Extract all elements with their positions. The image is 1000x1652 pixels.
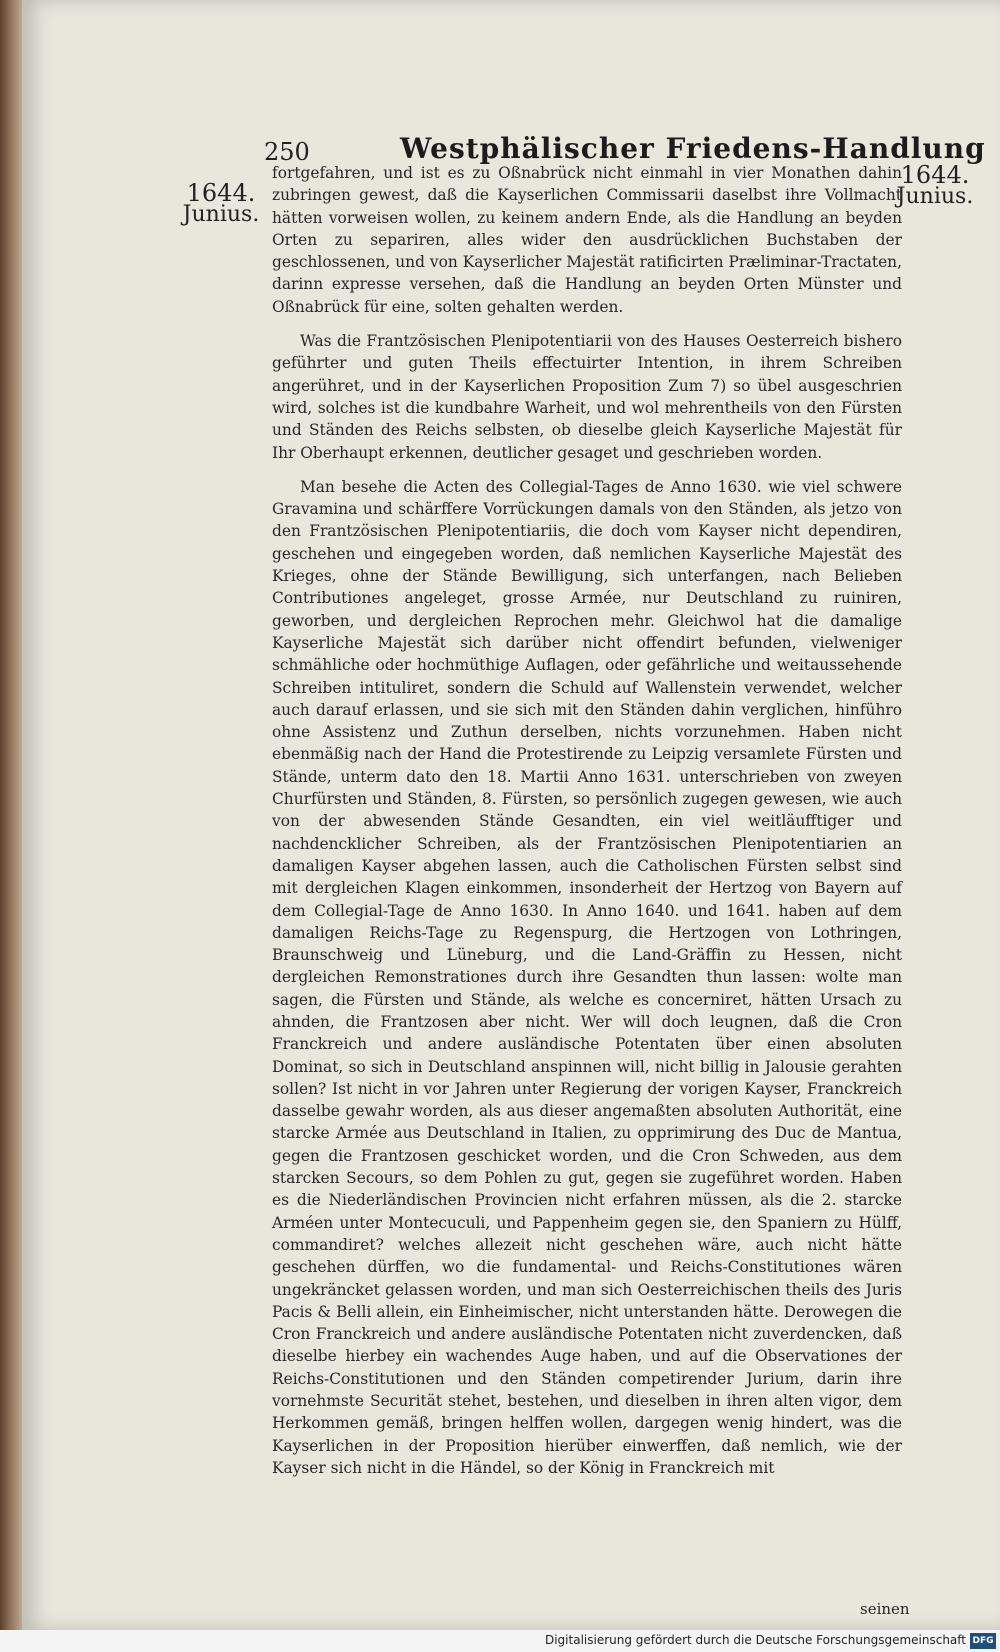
margin-note-right xyxy=(894,161,976,209)
margin-year: 1644. xyxy=(900,161,970,189)
footer-bar xyxy=(0,1630,1000,1652)
catchword: seinen xyxy=(860,1600,910,1618)
paragraph: Was die Frantzösischen Plenipotentiarii von des Hauses Oesterreich bishero geführter und guten Theils effectuirter Intention, in ihrem Schreiben angerühret, und in der Kayserlichen Proposition Zum 7) so übel ausgeschrien wird, solches ist die kundbahre Warheit, und wol mehrentheils von den Fürsten und Ständen des Reichs selbsten, ob dieselbe gleich Kayserliche Majestät für Ihr Oberhaupt erkennen, deutlicher gesaget und geschrieben worden. xyxy=(272,332,902,462)
paragraph: Man besehe die Acten des Collegial-Tages de Anno 1630. wie viel schwere Gravamina und schärffere Vorrückungen damals von den Ständen, als jetzo von den Frantzösischen Plenipotentiariis, die doch vom Kayser nicht dependiren, geschehen und eingegeben worden, daß nemlichen Kayserliche Majestät des Krieges, ohne der Stände Bewilligung, sich unterfangen, nach Belieben Contributiones angeleget, grosse Armée, nur Deutschland zu ruiniren, geworben, und dergleichen Reprochen mehr. Gleichwol hat die damalige Kayserliche Majestät sich darüber nicht offendirt befunden, vielweniger schmähliche oder hochmüthige Auflagen, oder gefährliche und weitaussehende Schreiben intituliret, sondern die Schuld auf Wallenstein verwendet, welcher auch darauf erlassen, und sie sich mit den Ständen dahin verglichen, hinführo ohne Assistenz und Zuthun derselben, nichts vorzunehmen. Haben nicht ebenmäßig nach der Hand die Protestirende zu Leipzig versamlete Fürsten und Stände, unterm dato den 18. Martii Anno 1631. unterschrieben von zweyen Churfürsten und Ständen, 8. Fürsten, so persönlich zugegen gewesen, wie auch von der abwesenden Stände Gesandten, ein viel weitläufftiger und nachdencklicher Schreiben, als der Frantzösischen Plenipotentiarien an damaligen Kayser abgehen lassen, auch die Catholischen Fürsten selbst sind mit dergleichen Klagen einkommen, insonderheit der Hertzog von Bayern auf dem Collegial-Tage de Anno 1630. In Anno 1640. und 1641. haben auf dem damaligen Reichs-Tage zu Regenspurg, die Hertzogen von Lothringen, Braunschweig und Lüneburg, und die Land-Gräffin zu Hessen, nicht dergleichen Remonstrationes durch ihre Gesandten thun lassen: wolte man sagen, die Fürsten und Stände, als welche es concerniret, hätten Ursach zu ahnden, die Frantzosen aber nicht. Wer will doch leugnen, daß die Cron Franckreich und andere ausländische Potentaten über einen absoluten Dominat, so sich in Deutschland anspinnen will, nicht billig in Jalousie gerahten sollen? Ist nicht in vor Jahren unter Regierung der vorigen Kayser, Franckreich dasselbe gewahr worden, als aus dieser angemaßten absoluten Authorität, eine starcke Armée aus Deutschland in Italien, zu opprimirung des Duc de Mantua, gegen die Frantzosen geschicket worden, und die Cron Schweden, aus dem starcken Secours, so dem Pohlen zu gut, gegen sie zugeführet worden. Haben es die Niederländischen Provincien nicht erfahren müssen, als die 2. starcke Arméen unter Montecuculi, und Pappenheim gegen sie, den Spaniern zu Hülff, commandiret? welches allezeit nicht geschehen wäre, auch nicht hätte geschehen dürffen, wo die fundamental- und Reichs-Constitutiones wären ungekräncket gelassen worden, und man sich Oesterreichischen theils des Juris Pacis & Belli allein, ein Einheimischer, nicht unterstanden hätte. Derowegen die Cron Franckreich und andere ausländische Potentaten nicht zuverdencken, daß dieselbe hierbey ein wachendes Auge haben, und auf die Observationes der Reichs-Constitutionen und den Ständen competirender Jurium, darin ihre vornehmste Securität stehet, bestehen, und dieselben in ihren alten vigor, dem Herkommen gemäß, bringen helffen wollen, dargegen wenig hindert, was die Kayserlichen in der Proposition hierüber einwerffen, daß nemlich, wie der Kayser sich nicht in die Händel, so der König in Franckreich mit xyxy=(272,477,902,1477)
dfg-logo: DFG xyxy=(970,1633,996,1649)
margin-month: Junius. xyxy=(896,184,974,209)
body-text xyxy=(272,162,902,1491)
funding-credit: Digitalisierung gefördert durch die Deutsche Forschungsgemeinschaft xyxy=(544,1633,966,1647)
margin-note-left xyxy=(182,179,260,227)
margin-month: Junius. xyxy=(182,202,260,227)
paragraph: fortgefahren, und ist es zu Oßnabrück nicht einmahl in vier Monathen dahin zubringen gewest, daß die Kayserlichen Commissarii daselbst ihre Vollmacht hätten vorweisen wollen, zu keinem andern Ende, als die Handlung an beyden Orten zu separiren, alles wider den ausdrücklichen Buchstaben der geschlossenen, und von Kayserlicher Majestät ratificirten Præliminar-Tractaten, darinn expresse versehen, daß die Handlung an beyden Orten Münster und Oßnabrück für eine, solten gehalten werden. xyxy=(272,164,902,316)
page-number: 250 xyxy=(264,138,310,166)
margin-year: 1644. xyxy=(186,179,256,207)
running-title: Westphälischer Friedens-Handlung xyxy=(400,132,986,165)
book-page xyxy=(22,0,1000,1630)
